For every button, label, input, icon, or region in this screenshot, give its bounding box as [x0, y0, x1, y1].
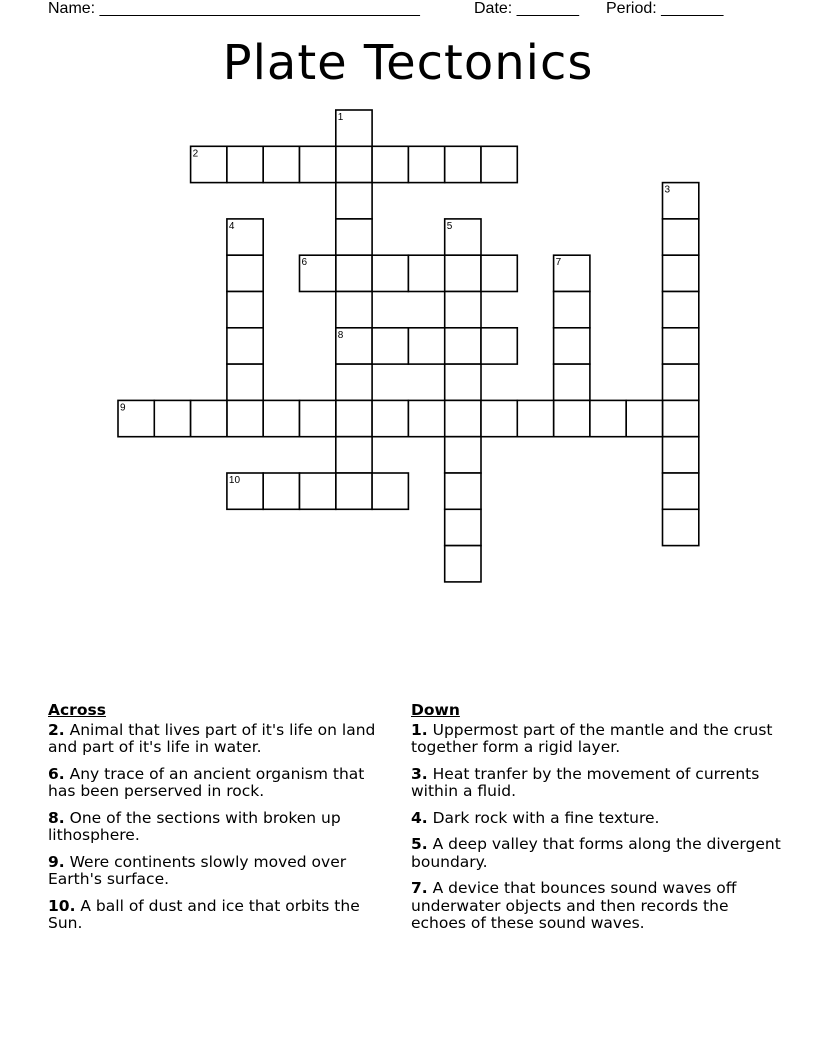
crossword-cell[interactable]: [663, 400, 699, 436]
period-field-label: Period: _______: [606, 0, 724, 17]
clue-text: Animal that lives part of it's life on land and part of it's life in water.: [48, 720, 376, 756]
down-heading: Down: [411, 701, 460, 719]
cell-number: 3: [664, 184, 671, 196]
crossword-cell[interactable]: [481, 255, 517, 291]
crossword-cell[interactable]: [408, 400, 444, 436]
crossword-cell[interactable]: [663, 509, 699, 545]
crossword-cell[interactable]: [372, 146, 408, 182]
clue-text: Dark rock with a fine texture.: [432, 808, 660, 827]
clue-number: 6.: [48, 764, 65, 783]
clue-text: Uppermost part of the mantle and the crust together form a rigid layer.: [411, 720, 773, 756]
crossword-cell[interactable]: [154, 400, 190, 436]
crossword-cell[interactable]: [663, 255, 699, 291]
crossword-cell[interactable]: [663, 473, 699, 509]
clue-number: 2.: [48, 720, 65, 739]
clue-text: Were continents slowly moved over Earth's surface.: [48, 852, 347, 888]
crossword-cell[interactable]: [263, 400, 299, 436]
crossword-cell[interactable]: [227, 255, 263, 291]
crossword-cell[interactable]: [445, 328, 481, 364]
crossword-cell[interactable]: [663, 328, 699, 364]
crossword-cell[interactable]: [517, 400, 553, 436]
crossword-cell[interactable]: [445, 509, 481, 545]
crossword-cell[interactable]: [663, 364, 699, 400]
crossword-cell[interactable]: [227, 328, 263, 364]
crossword-cell[interactable]: [481, 400, 517, 436]
crossword-cell[interactable]: [336, 146, 372, 182]
across-clue: [48, 898, 388, 933]
across-clue: [48, 766, 388, 801]
crossword-cell[interactable]: [336, 183, 372, 219]
cell-number: 8: [337, 329, 344, 341]
down-clue: [411, 836, 781, 871]
crossword-cell[interactable]: [663, 219, 699, 255]
crossword-cell[interactable]: [554, 292, 590, 328]
crossword-cell[interactable]: [445, 146, 481, 182]
crossword-cell[interactable]: [408, 255, 444, 291]
clue-number: 9.: [48, 852, 65, 871]
crossword-cell[interactable]: [445, 473, 481, 509]
clue-number: 10.: [48, 896, 76, 915]
crossword-cell[interactable]: [300, 400, 336, 436]
clue-text: A deep valley that forms along the divergent boundary.: [411, 835, 781, 871]
cell-number: 9: [120, 402, 126, 414]
across-clue: [48, 854, 388, 889]
clue-number: 8.: [48, 808, 65, 827]
crossword-cell[interactable]: [663, 437, 699, 473]
down-clue: [411, 722, 781, 757]
crossword-cell[interactable]: [554, 364, 590, 400]
date-field-label: Date: _______: [474, 0, 579, 17]
crossword-cell[interactable]: [445, 400, 481, 436]
cell-number: 1: [337, 112, 344, 123]
clue-text: Any trace of an ancient organism that has been perserved in rock.: [48, 764, 365, 800]
cell-number: 2: [192, 148, 199, 160]
clue-text: A ball of dust and ice that orbits the Sun.: [48, 896, 360, 932]
crossword-cell[interactable]: [481, 146, 517, 182]
crossword-cell[interactable]: [336, 400, 372, 436]
crossword-cell[interactable]: [372, 255, 408, 291]
crossword-cell[interactable]: [263, 146, 299, 182]
crossword-cell[interactable]: [227, 146, 263, 182]
crossword-cell[interactable]: [336, 473, 372, 509]
cell-number: 6: [301, 257, 308, 269]
clue-number: 3.: [411, 764, 428, 783]
crossword-cell[interactable]: [408, 146, 444, 182]
crossword-cell[interactable]: [372, 328, 408, 364]
crossword-cell[interactable]: [227, 292, 263, 328]
down-clue: [411, 810, 781, 828]
crossword-cell[interactable]: [554, 328, 590, 364]
across-clue: [48, 810, 388, 845]
crossword-cell[interactable]: [336, 219, 372, 255]
crossword-cell[interactable]: [191, 400, 227, 436]
clue-text: Heat tranfer by the movement of currents within a fluid.: [411, 764, 760, 800]
crossword-cell[interactable]: [300, 146, 336, 182]
down-clue: [411, 880, 781, 933]
crossword-cell[interactable]: [336, 437, 372, 473]
clue-number: 5.: [411, 835, 428, 853]
name-field-label: Name: ____________________________________: [48, 0, 420, 17]
crossword-cell[interactable]: [336, 364, 372, 400]
crossword-cell[interactable]: [300, 473, 336, 509]
clue-number: 1.: [411, 720, 428, 739]
crossword-cell[interactable]: [336, 255, 372, 291]
down-clue: [411, 766, 781, 801]
crossword-cell[interactable]: [554, 400, 590, 436]
cell-number: 10: [228, 475, 241, 486]
crossword-cell[interactable]: [227, 400, 263, 436]
crossword-cell[interactable]: [445, 437, 481, 473]
crossword-cell[interactable]: [445, 255, 481, 291]
clue-text: One of the sections with broken up lithosphere.: [48, 808, 341, 844]
crossword-cell[interactable]: [626, 400, 662, 436]
cell-number: 7: [555, 257, 562, 269]
crossword-cell[interactable]: [663, 292, 699, 328]
down-clues: [411, 702, 781, 942]
clue-number: 7.: [411, 879, 428, 897]
clue-number: 4.: [411, 808, 428, 827]
crossword-cell[interactable]: [590, 400, 626, 436]
crossword-cell[interactable]: [445, 364, 481, 400]
clue-text: A device that bounces sound waves off underwater objects and then records the echoes of these sound waves.: [411, 879, 737, 932]
crossword-cell[interactable]: [336, 292, 372, 328]
crossword-cell[interactable]: [372, 473, 408, 509]
crossword-cell[interactable]: [481, 328, 517, 364]
crossword-cell[interactable]: [227, 364, 263, 400]
crossword-cell[interactable]: [372, 400, 408, 436]
across-clues: [48, 702, 388, 942]
cell-number: 5: [446, 220, 453, 232]
page-title: Plate Tectonics: [222, 35, 594, 91]
crossword-cell[interactable]: [445, 546, 481, 582]
across-heading: Across: [48, 701, 106, 719]
across-clue: [48, 722, 388, 757]
crossword-cell[interactable]: [445, 292, 481, 328]
cell-number: 4: [228, 220, 235, 232]
crossword-cell[interactable]: [263, 473, 299, 509]
crossword-cell[interactable]: [408, 328, 444, 364]
